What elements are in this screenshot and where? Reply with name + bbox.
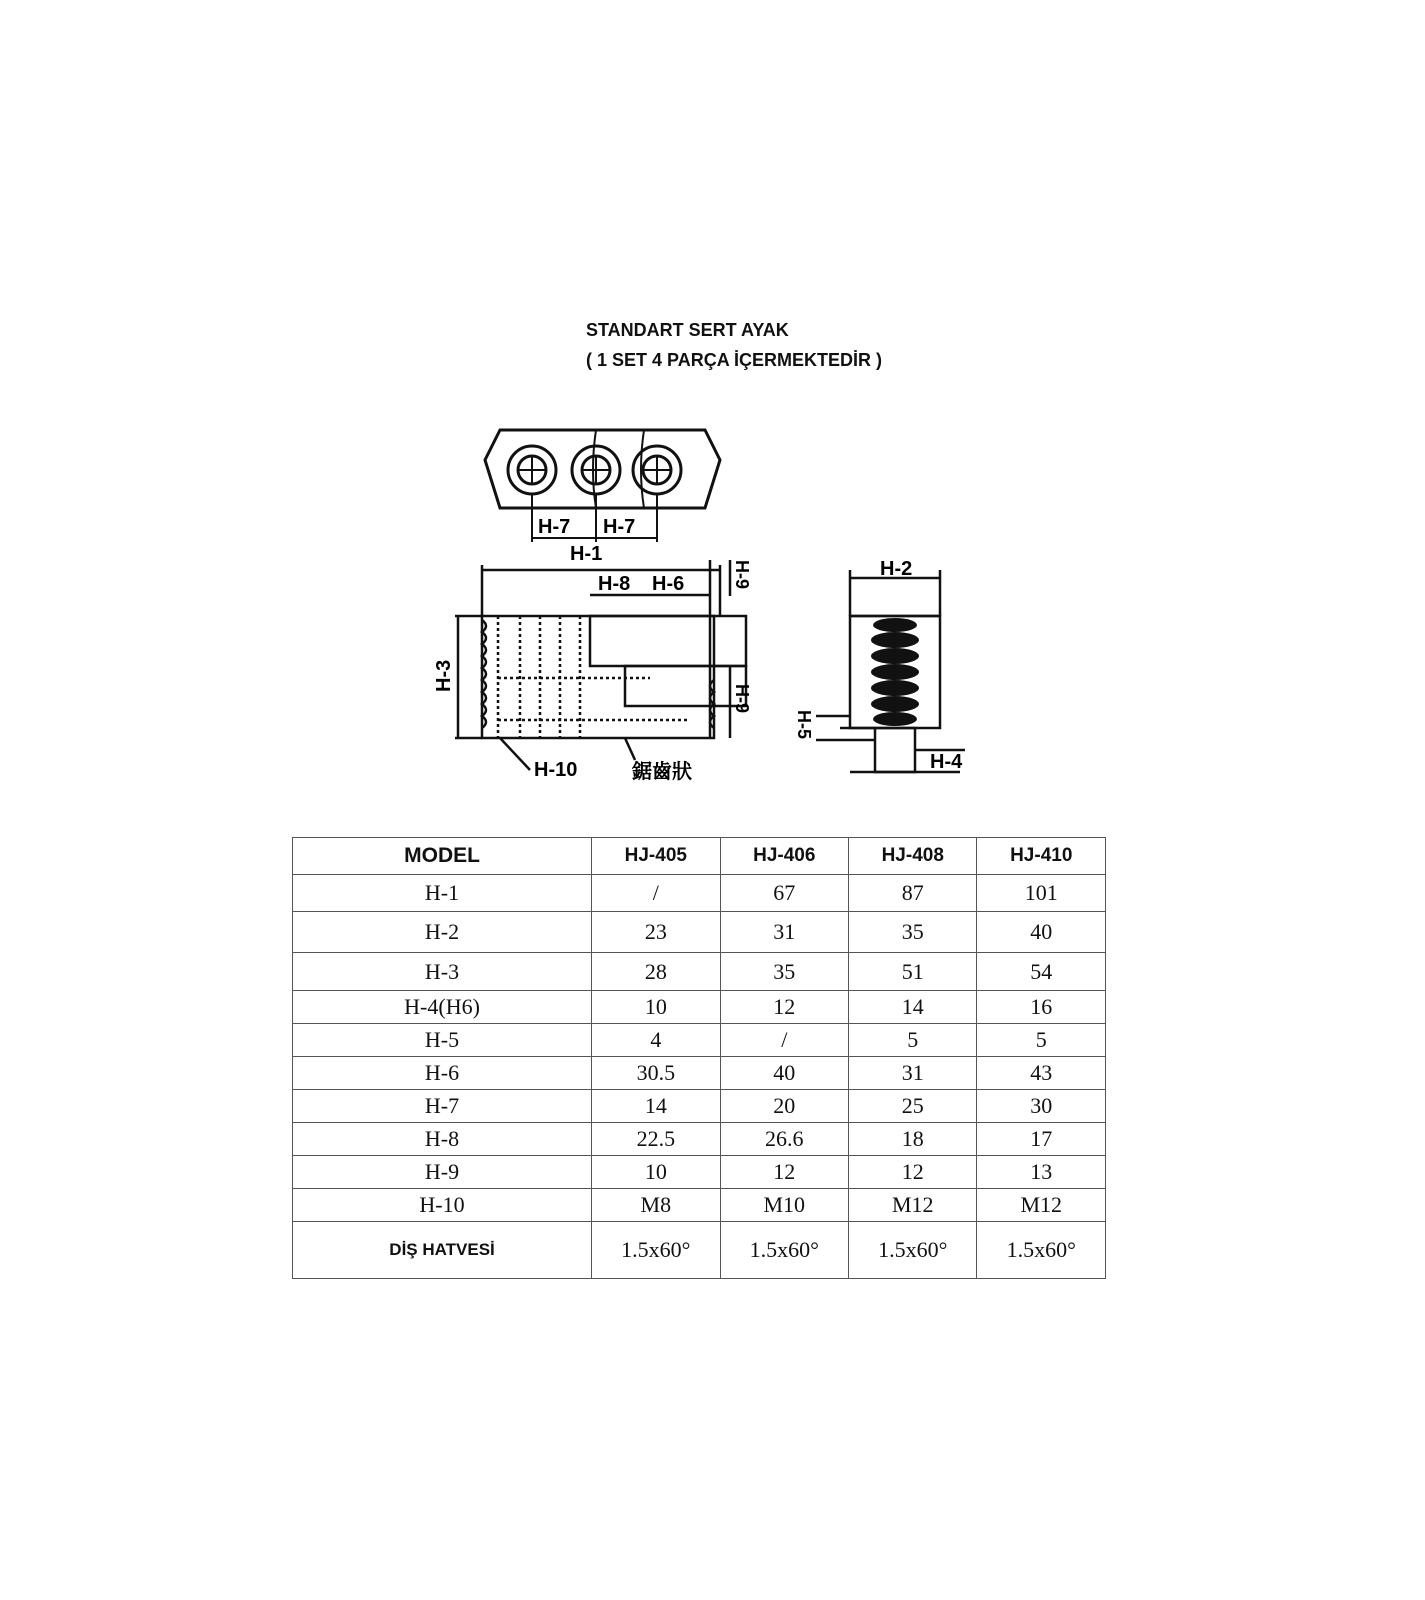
table-cell: 23 xyxy=(592,912,720,953)
row-label: H-1 xyxy=(293,875,592,912)
dim-label-h8: H-8 xyxy=(598,573,631,595)
table-cell: 1.5x60° xyxy=(977,1222,1106,1279)
column-header: MODEL xyxy=(293,838,592,875)
table-row xyxy=(293,1057,1106,1090)
table-row xyxy=(293,1024,1106,1057)
row-label: H-5 xyxy=(293,1024,592,1057)
table-cell: 12 xyxy=(720,991,848,1024)
table-cell: 22.5 xyxy=(592,1123,720,1156)
dim-label-h2: H-2 xyxy=(880,558,913,580)
dim-label-h7-left: H-7 xyxy=(538,516,571,538)
table-cell: 28 xyxy=(592,953,720,991)
column-header: HJ-406 xyxy=(720,838,848,875)
table-row xyxy=(293,1090,1106,1123)
table-cell: 16 xyxy=(977,991,1106,1024)
row-label: H-3 xyxy=(293,953,592,991)
row-label: H-7 xyxy=(293,1090,592,1123)
table-cell: 67 xyxy=(720,875,848,912)
table-cell: 43 xyxy=(977,1057,1106,1090)
table-cell: M10 xyxy=(720,1189,848,1222)
table-row xyxy=(293,1222,1106,1279)
page-title: STANDART SERT AYAK xyxy=(586,320,789,340)
table-cell: 35 xyxy=(849,912,977,953)
table-row xyxy=(293,991,1106,1024)
thread-profile xyxy=(871,618,919,726)
table-cell: 31 xyxy=(849,1057,977,1090)
table-cell: 13 xyxy=(977,1156,1106,1189)
page-subtitle: ( 1 SET 4 PARÇA İÇERMEKTEDİR ) xyxy=(586,350,883,370)
table-cell: 25 xyxy=(849,1090,977,1123)
table-cell: 20 xyxy=(720,1090,848,1123)
table-cell: 30 xyxy=(977,1090,1106,1123)
table-cell: 4 xyxy=(592,1024,720,1057)
table-cell: 30.5 xyxy=(592,1057,720,1090)
table-cell: 40 xyxy=(977,912,1106,953)
table-cell: 1.5x60° xyxy=(592,1222,720,1279)
serration-note: 鋸齒狀 xyxy=(632,761,692,783)
table-cell: 101 xyxy=(977,875,1106,912)
row-label: H-8 xyxy=(293,1123,592,1156)
dim-label-h6: H-6 xyxy=(652,573,685,595)
row-label: H-10 xyxy=(293,1189,592,1222)
dim-label-h5: H-5 xyxy=(794,710,814,740)
column-header: HJ-410 xyxy=(977,838,1106,875)
table-cell: 10 xyxy=(592,991,720,1024)
table-cell: 1.5x60° xyxy=(849,1222,977,1279)
table-row xyxy=(293,912,1106,953)
table-cell: M12 xyxy=(849,1189,977,1222)
table-cell: 1.5x60° xyxy=(720,1222,848,1279)
table-cell: M8 xyxy=(592,1189,720,1222)
jaw-drawing-svg xyxy=(420,420,1010,810)
row-label: H-6 xyxy=(293,1057,592,1090)
dim-label-h4: H-4 xyxy=(930,751,963,773)
row-label: H-2 xyxy=(293,912,592,953)
row-label: H-9 xyxy=(293,1156,592,1189)
dim-label-h1: H-1 xyxy=(570,543,603,565)
table-cell: 10 xyxy=(592,1156,720,1189)
table-cell: / xyxy=(592,875,720,912)
table-cell: 14 xyxy=(592,1090,720,1123)
table-cell: M12 xyxy=(977,1189,1106,1222)
table-cell: 17 xyxy=(977,1123,1106,1156)
table-cell: 5 xyxy=(977,1024,1106,1057)
table-cell: 18 xyxy=(849,1123,977,1156)
technical-drawing xyxy=(420,420,1010,815)
column-header: HJ-408 xyxy=(849,838,977,875)
table-cell: 12 xyxy=(849,1156,977,1189)
dim-label-h7-right: H-7 xyxy=(603,516,636,538)
dim-label-h3: H-3 xyxy=(433,659,455,692)
table-cell: 51 xyxy=(849,953,977,991)
table-cell: 12 xyxy=(720,1156,848,1189)
table-cell: 5 xyxy=(849,1024,977,1057)
table-row xyxy=(293,1189,1106,1222)
table-cell: 87 xyxy=(849,875,977,912)
table-cell: 14 xyxy=(849,991,977,1024)
table-cell: / xyxy=(720,1024,848,1057)
dim-label-h9-bottom: H-9 xyxy=(732,684,752,714)
table-row xyxy=(293,875,1106,912)
table-row xyxy=(293,953,1106,991)
table-cell: 54 xyxy=(977,953,1106,991)
title-block xyxy=(586,315,882,375)
spec-table xyxy=(292,837,1106,1279)
table-row xyxy=(293,1123,1106,1156)
table-cell: 31 xyxy=(720,912,848,953)
dim-label-h9-top: H-9 xyxy=(732,560,752,590)
table-cell: 40 xyxy=(720,1057,848,1090)
column-header: HJ-405 xyxy=(592,838,720,875)
table-cell: 35 xyxy=(720,953,848,991)
row-label: H-4(H6) xyxy=(293,991,592,1024)
dim-label-h10: H-10 xyxy=(534,759,578,781)
row-label: DİŞ HATVESİ xyxy=(293,1222,592,1279)
table-header-row xyxy=(293,838,1106,875)
table-cell: 26.6 xyxy=(720,1123,848,1156)
table-row xyxy=(293,1156,1106,1189)
